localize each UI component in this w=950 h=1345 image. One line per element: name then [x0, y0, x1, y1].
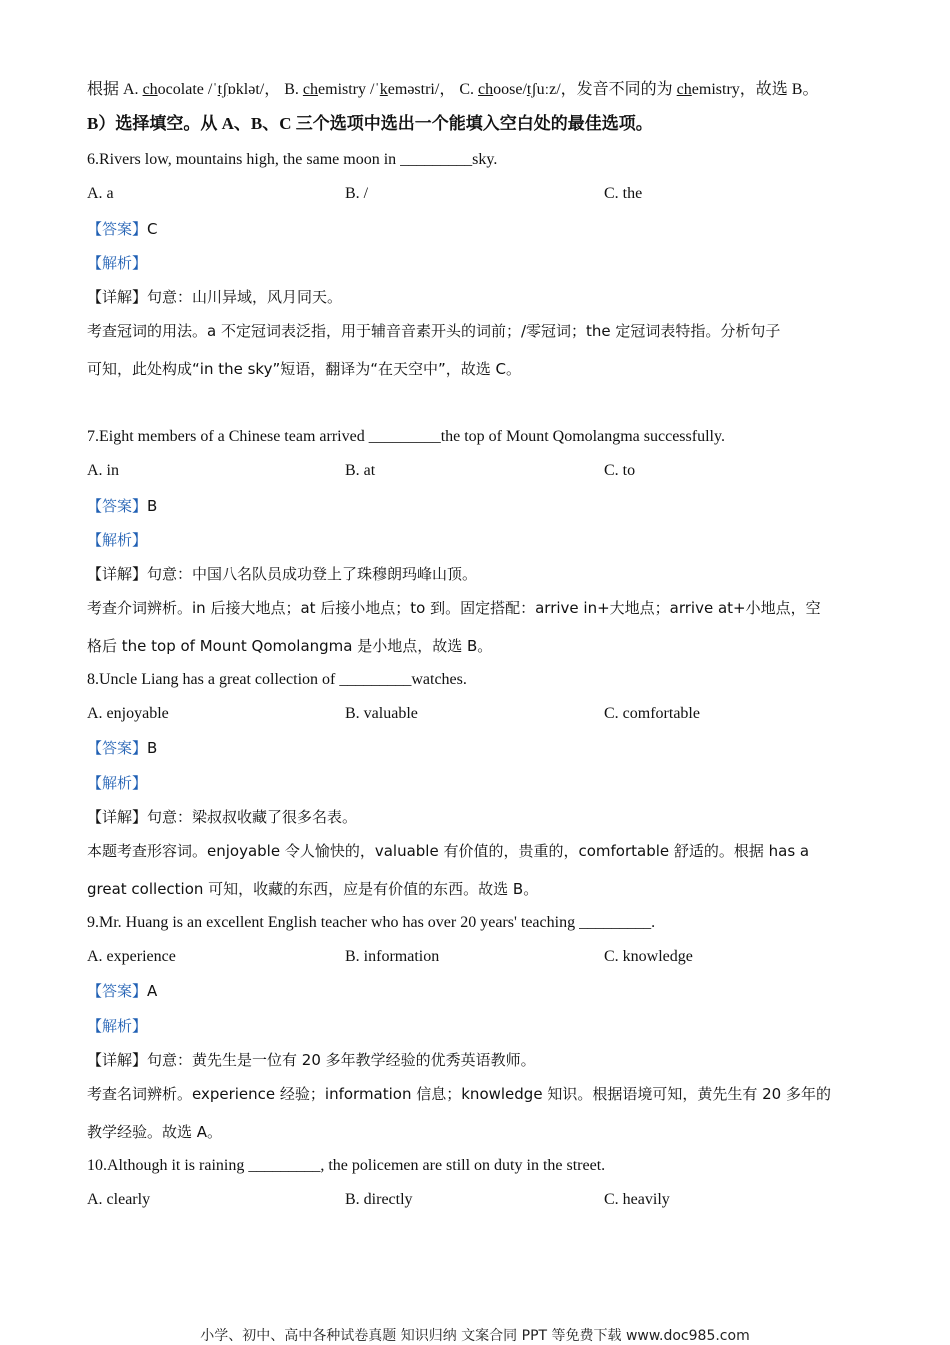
intro-underline: k	[379, 81, 388, 98]
detail-text: 句意：梁叔叔收藏了很多名表。	[147, 808, 358, 826]
q9-option-a: A. experience	[87, 948, 176, 965]
q7-explain-1: 考查介词辨析。in 后接大地点；at 后接小地点；to 到。固定搭配：arrive in+大地点；arrive at+小地点，空	[87, 599, 821, 617]
intro-line	[87, 80, 818, 100]
page-footer[interactable]: 小学、初中、高中各种试卷真题 知识归纳 文案合同 PPT 等免费下载 www.doc985.com	[200, 1328, 750, 1344]
q6-answer	[87, 219, 158, 239]
q7-analysis-label: 【解析】	[87, 531, 148, 549]
q8-explain-2: great collection 可知，收藏的东西，应是有价值的东西。故选 B。	[87, 880, 539, 898]
q6-stem: 6.Rivers low, mountains high, the same moon in _________sky.	[87, 151, 498, 168]
intro-underline: ch	[302, 81, 319, 98]
detail-text: 句意：黄先生是一位有 20 多年教学经验的优秀英语教师。	[147, 1051, 536, 1069]
q9-option-c: C. knowledge	[604, 948, 693, 965]
intro-underline: tʃ	[217, 81, 228, 98]
intro-underline: ch	[478, 81, 494, 98]
q7-explain-2: 格后 the top of Mount Qomolangma 是小地点，故选 B。	[87, 637, 493, 655]
q8-analysis-label: 【解析】	[87, 774, 148, 792]
q10-stem: 10.Although it is raining _________, the policemen are still on duty in the street.	[87, 1157, 606, 1174]
answer-label: 【答案】	[87, 982, 148, 1000]
q7-option-b: B. at	[345, 462, 376, 479]
q8-option-c: C. comfortable	[604, 705, 700, 722]
q9-explain-1: 考查名词辨析。experience 经验；information 信息；knowledge 知识。根据语境可知，黄先生有 20 多年的	[87, 1085, 831, 1103]
q8-explain-1: 本题考查形容词。enjoyable 令人愉快的，valuable 有价值的，贵重的，comfortable 舒适的。根据 has a	[87, 842, 810, 860]
intro-text: emistry，故选 B。	[691, 81, 819, 98]
intro-text: ocolate /ˈ	[157, 81, 218, 98]
q6-option-a: A. a	[87, 185, 114, 202]
section-heading: B）选择填空。从 A、B、C 三个选项中选出一个能填入空白处的最佳选项。	[87, 114, 653, 133]
detail-label: 【详解】	[87, 1051, 148, 1069]
q8-stem: 8.Uncle Liang has a great collection of _________watches.	[87, 671, 467, 688]
q6-detail	[87, 287, 342, 307]
q7-detail	[87, 564, 477, 584]
intro-text: ɒklət/， B.	[227, 81, 303, 98]
answer-label: 【答案】	[87, 220, 148, 238]
q9-answer	[87, 981, 157, 1001]
q7-option-a: A. in	[87, 462, 119, 479]
intro-text: emistry /ˈ	[318, 81, 380, 98]
q6-explain-2: 可知，此处构成“in the sky”短语，翻译为“在天空中”，故选 C。	[87, 360, 521, 378]
q9-explain-2: 教学经验。故选 A。	[87, 1123, 223, 1141]
q10-option-b: B. directly	[345, 1191, 413, 1208]
detail-label: 【详解】	[87, 288, 148, 306]
answer-value: A	[147, 982, 158, 1000]
q9-detail	[87, 1050, 536, 1070]
q6-analysis-label: 【解析】	[87, 254, 148, 272]
q8-answer	[87, 738, 157, 758]
detail-text: 句意：山川异域，风月同天。	[147, 288, 343, 306]
q10-option-a: A. clearly	[87, 1191, 151, 1208]
intro-text: 根据 A.	[87, 81, 143, 98]
detail-label: 【详解】	[87, 808, 148, 826]
q7-answer	[87, 496, 157, 516]
intro-text: oose/	[493, 81, 527, 98]
answer-value: C	[147, 220, 158, 238]
q6-option-b: B. /	[345, 185, 369, 202]
q6-explain-1: 考查冠词的用法。a 不定冠词表泛指，用于辅音音素开头的词前；/零冠词；the 定冠词表特指。分析句子	[87, 322, 781, 340]
intro-underline: ch	[676, 81, 692, 98]
intro-text: uːz/，发音不同的为	[536, 81, 677, 98]
q9-stem: 9.Mr. Huang is an excellent English teacher who has over 20 years' teaching _________.	[87, 914, 656, 931]
answer-value: B	[147, 497, 158, 515]
intro-underline: ch	[142, 81, 158, 98]
detail-label: 【详解】	[87, 565, 148, 583]
q9-analysis-label: 【解析】	[87, 1017, 148, 1035]
detail-text: 句意：中国八名队员成功登上了珠穆朗玛峰山顶。	[147, 565, 478, 583]
q8-option-a: A. enjoyable	[87, 705, 169, 722]
intro-text: eməstri/， C.	[387, 81, 478, 98]
answer-value: B	[147, 739, 158, 757]
q10-option-c: C. heavily	[604, 1191, 670, 1208]
q8-detail	[87, 807, 357, 827]
q8-option-b: B. valuable	[345, 705, 418, 722]
answer-label: 【答案】	[87, 497, 148, 515]
q9-option-b: B. information	[345, 948, 440, 965]
answer-label: 【答案】	[87, 739, 148, 757]
intro-underline: tʃ	[526, 81, 537, 98]
q6-option-c: C. the	[604, 185, 643, 202]
q7-stem: 7.Eight members of a Chinese team arrived _________the top of Mount Qomolangma successfully.	[87, 428, 725, 445]
q7-option-c: C. to	[604, 462, 636, 479]
